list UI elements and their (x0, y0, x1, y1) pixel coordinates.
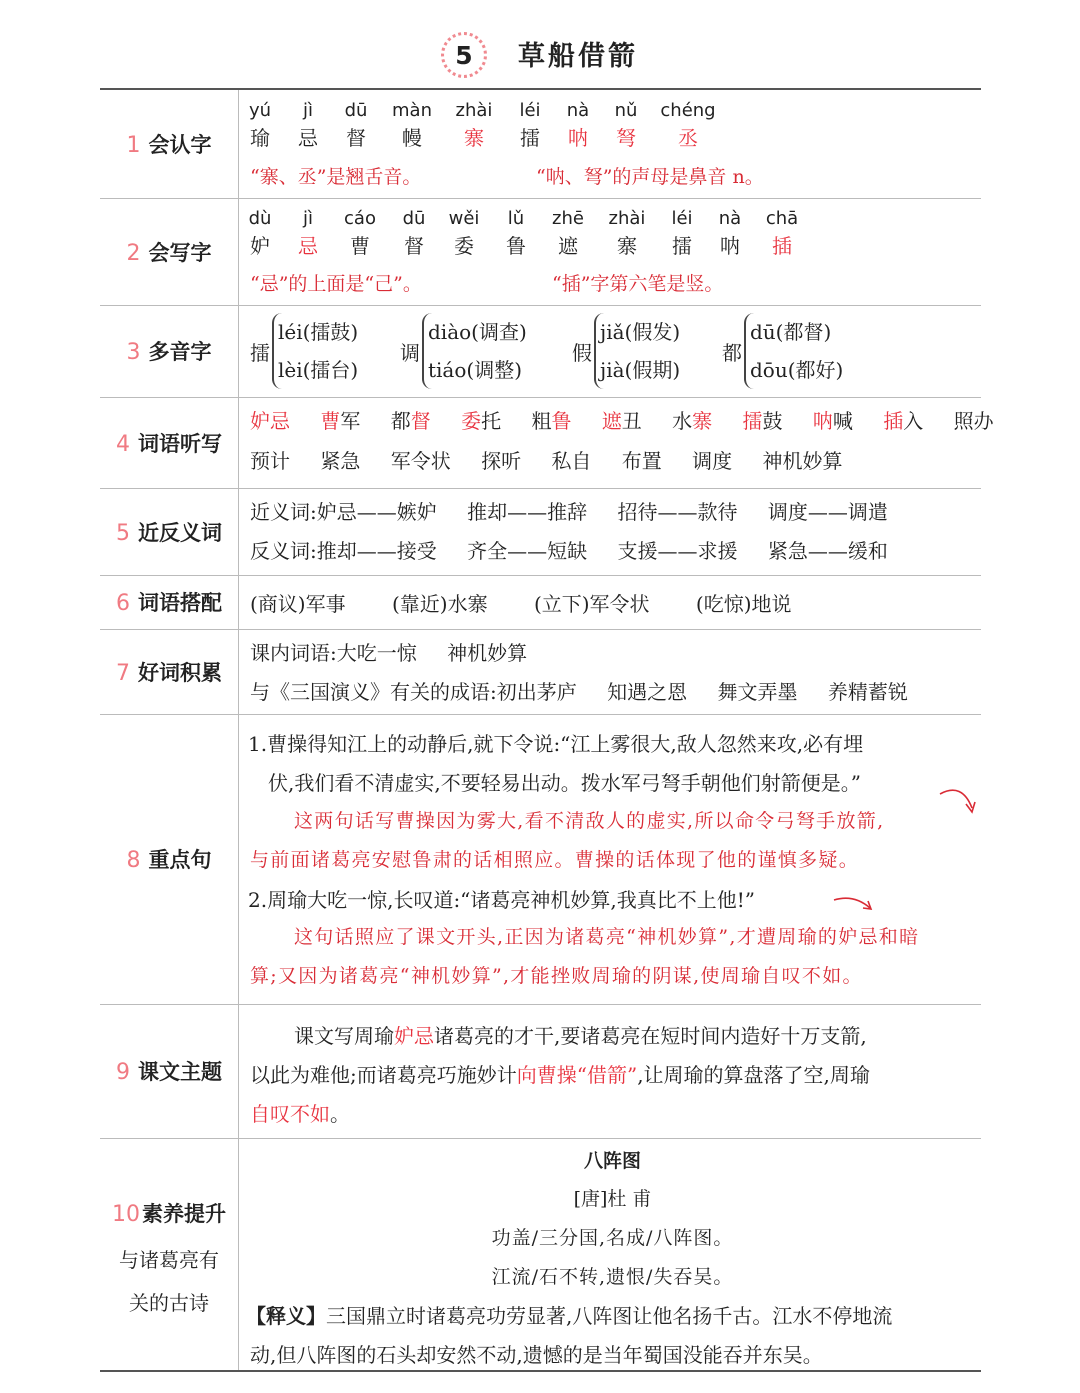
hanzi: 遮 (558, 234, 578, 258)
note-xiezi-1: “忌”的上面是“己”。 (250, 273, 422, 295)
pinyin: màn (392, 100, 432, 121)
pinyin: nà (718, 208, 742, 229)
hanzi: 呐 (568, 126, 588, 150)
char-with-pinyin (382, 100, 442, 151)
char-with-pinyin (658, 100, 718, 151)
hanzi: 督 (346, 126, 366, 150)
poem-explanation-1: 【释义】三国鼎立时诸葛亮功劳显著,八阵图让他名扬千古。江水不停地流 (246, 1304, 893, 1328)
poem-line-2: 江流/石不转,遗恨/失吞吴。 (491, 1266, 734, 1288)
pinyin: chéng (660, 100, 716, 121)
synonym-line: 近义词:妒忌——嫉妒 推却——推辞 招待——款待 调度——调遣 (250, 500, 888, 524)
char-with-pinyin (444, 100, 504, 151)
hanzi: 鲁 (506, 234, 526, 258)
theme-line-1: 课文写周瑜妒忌诸葛亮的才干,要诸葛亮在短时间内造好十万支箭, (294, 1024, 867, 1048)
pinyin: dū (402, 208, 426, 229)
pinyin: nǔ (614, 100, 638, 121)
hanzi: 妒 (250, 234, 270, 258)
hanzi: 弩 (616, 126, 636, 150)
polyphone-item: 调 diào(调查) tiáo(调整) (400, 313, 527, 389)
pinyin: yú (248, 100, 272, 121)
antonym-line: 反义词:推却——接受 齐全——短缺 支援——求援 紧急——缓和 (250, 539, 888, 563)
char-with-pinyin (538, 208, 598, 259)
char-with-pinyin (752, 208, 812, 259)
row-sublabel: 与诸葛亮有 (119, 1248, 219, 1272)
hanzi: 呐 (720, 234, 740, 258)
good-words-line-1: 课内词语:大吃一惊 神机妙算 (250, 641, 528, 665)
hanzi: 忌 (298, 234, 318, 258)
theme-line-2: 以此为难他;而诸葛亮巧施妙计向曹操“借箭”,让周瑜的算盘落了空,周瑜 (250, 1063, 870, 1087)
char-with-pinyin (596, 100, 656, 151)
char-with-pinyin (330, 208, 390, 259)
row-tingxie (100, 397, 994, 489)
annotation-arrow-icon (832, 894, 876, 918)
polyphone-item: 都 dū(都督) dōu(都好) (722, 313, 843, 389)
comment-2b: 算;又因为诸葛亮“神机妙算”,才能挫败周瑜的阴谋,使周瑜自叹不如。 (250, 965, 863, 987)
polyphone-item: 假 jiǎ(假发) jià(假期) (572, 313, 680, 389)
row-haoci (100, 629, 981, 715)
pinyin: wěi (448, 208, 480, 229)
row-duoyin (100, 305, 981, 398)
lesson-number-badge: 5 (441, 32, 487, 78)
poem-author: [唐]杜 甫 (573, 1188, 652, 1210)
row-label: 10素养提升 与诸葛亮有 关的古诗 (100, 1138, 239, 1370)
char-with-pinyin (434, 208, 494, 259)
pinyin: léi (519, 100, 541, 121)
pinyin: dū (344, 100, 368, 121)
dictation-line-1: 妒忌 曹军 都督 委托 粗鲁 遮丑 水寨 擂鼓 呐喊 插入 照办 (250, 409, 994, 433)
row-label: 2 会写字 (100, 198, 239, 305)
hanzi: 丞 (678, 126, 698, 150)
row-label: 3 多音字 (100, 305, 239, 397)
poem-explanation-2: 动,但八阵图的石头却安然不动,遗憾的是当年蜀国没能吞并东吴。 (250, 1343, 823, 1367)
hanzi: 忌 (298, 126, 318, 150)
row-sublabel: 关的古诗 (129, 1291, 209, 1315)
note-renzi-2: “呐、弩”的声母是鼻音 n。 (536, 166, 764, 188)
row-label: 1 会认字 (100, 90, 239, 198)
row-renzi (100, 90, 981, 199)
pinyin: nà (566, 100, 590, 121)
hanzi: 幔 (402, 126, 422, 150)
theme-line-3: 自叹不如。 (250, 1102, 350, 1126)
key-sentence-2: 2.周瑜大吃一惊,长叹道:“诸葛亮神机妙算,我真比不上他!” (248, 888, 756, 912)
pinyin: léi (671, 208, 693, 229)
pinyin: jì (302, 100, 313, 121)
hanzi: 擂 (672, 234, 692, 258)
row-zhuti (100, 1004, 981, 1139)
key-sentence-1b: 伏,我们看不清虚实,不要轻易出动。拨水军弓弩手朝他们射箭便是。” (268, 771, 861, 795)
hanzi: 委 (454, 234, 474, 258)
pinyin: dù (248, 208, 272, 229)
comment-1b: 与前面诸葛亮安慰鲁肃的话相照应。曹操的话体现了他的谨慎多疑。 (250, 849, 860, 871)
comment-2a: 这句话照应了课文开头,正因为诸葛亮“神机妙算”,才遭周瑜的妒忌和暗 (294, 926, 920, 948)
hanzi: 擂 (520, 126, 540, 150)
row-jinfan (100, 488, 981, 576)
lesson-header (0, 28, 1080, 78)
pinyin: jì (302, 208, 313, 229)
poem-title: 八阵图 (583, 1150, 641, 1172)
row-label: 4 词语听写 (100, 397, 239, 488)
row-dapei (100, 575, 981, 630)
row-label: 7 好词积累 (100, 629, 239, 714)
char-with-pinyin (597, 208, 657, 259)
row-label: 5 近反义词 (100, 488, 239, 575)
char-with-pinyin (700, 208, 760, 259)
char-with-pinyin (326, 100, 386, 151)
note-xiezi-2: “插”字第六笔是竖。 (552, 273, 724, 295)
pinyin: cáo (344, 208, 376, 229)
dictation-line-2: 预计 紧急 军令状 探听 私自 布置 调度 神机妙算 (250, 449, 843, 473)
row-label: 9 课文主题 (100, 1004, 239, 1138)
hanzi: 插 (772, 234, 792, 258)
hanzi: 曹 (350, 234, 370, 258)
poem-line-1: 功盖/三分国,名成/八阵图。 (491, 1227, 734, 1249)
polyphone-item: 擂 léi(擂鼓) lèi(擂台) (250, 313, 358, 389)
char-with-pinyin (486, 208, 546, 259)
hanzi: 寨 (617, 234, 637, 258)
key-sentence-1a: 1.曹操得知江上的动静后,就下令说:“江上雾很大,敌人忽然来攻,必有埋 (248, 732, 864, 756)
annotation-arrow-icon (938, 782, 978, 816)
pinyin: lǔ (507, 208, 525, 229)
row-label: 8 重点句 (100, 714, 239, 1004)
hanzi: 寨 (464, 126, 484, 150)
row-zhongdian (100, 714, 981, 1005)
note-renzi-1: “寨、丞”是翘舌音。 (250, 166, 422, 188)
pinyin: zhē (552, 208, 584, 229)
pinyin: zhài (455, 100, 493, 121)
pinyin: zhài (608, 208, 646, 229)
good-words-line-2: 与《三国演义》有关的成语:初出茅庐 知遇之恩 舞文弄墨 养精蓄锐 (250, 680, 908, 704)
comment-1a: 这两句话写曹操因为雾大,看不清敌人的虚实,所以命令弓弩手放箭, (294, 810, 885, 832)
collocation-line: (商议)军事 (靠近)水寨 (立下)军令状 (吃惊)地说 (250, 592, 792, 616)
hanzi: 督 (404, 234, 424, 258)
hanzi: 瑜 (250, 126, 270, 150)
row-suyang (100, 1138, 981, 1372)
pinyin: chā (765, 208, 799, 229)
row-xiezi (100, 198, 981, 306)
row-label: 6 词语搭配 (100, 575, 239, 629)
char-with-pinyin (278, 208, 338, 259)
summary-table (100, 88, 994, 1367)
lesson-title: 草船借箭 (518, 41, 638, 72)
